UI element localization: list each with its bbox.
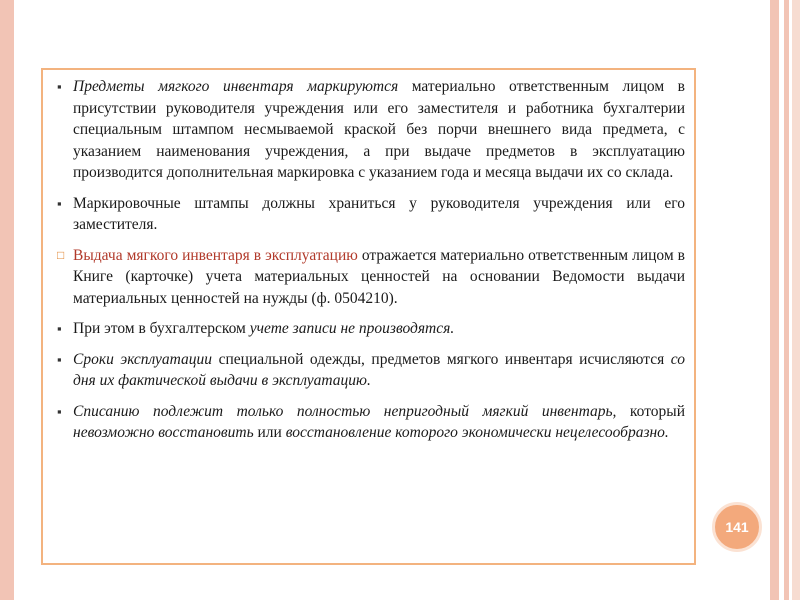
bullet-hollow-square-icon: □ (57, 247, 65, 262)
item-text: материально ответственным лицом в присутствии руководителя учреждения или его заместителя и работника бухгалтерии специальным штампом несмываемой краской без порчи внешнего вида предмета, с указанием наименования учреждения, а при выдаче предметов в эксплуатацию производится дополнительная маркировка с указанием года и месяца выдачи их со склада. (73, 78, 685, 181)
item-text-italic: восстановление которого экономически нецелесообразно. (285, 424, 669, 441)
item-text-italic: учете записи не производятся. (249, 320, 455, 337)
item-text: Маркировочные штампы должны храниться у руководителя учреждения или его заместителя. (73, 194, 685, 233)
item-text: который (616, 402, 685, 420)
right-decor-stripe-thin (784, 0, 789, 600)
bullet-item-issue (57, 245, 685, 310)
item-text-italic: Предметы мягкого инвентаря маркируются (73, 78, 399, 95)
item-text: специальной одежды, предметов мягкого инвентаря исчисляются (212, 350, 671, 368)
bullet-dot-icon: ▪ (57, 195, 62, 211)
content-box (41, 68, 696, 565)
page-number-badge: 141 (712, 502, 762, 552)
item-text-italic: Списанию подлежит только полностью непригодный мягкий инвентарь, (73, 402, 617, 420)
right-decor-stripe (770, 0, 779, 600)
bullet-dot-icon: ▪ (57, 403, 62, 419)
item-text-italic: Сроки эксплуатации (73, 350, 213, 368)
item-text: или (253, 424, 286, 441)
item-text-italic: со дня их фактической выдачи в эксплуатацию. (73, 350, 685, 389)
bullet-dot-icon: ▪ (57, 351, 62, 367)
bullet-item-writeoff (57, 401, 685, 444)
item-text: отражается материально ответственным лицом в Книге (карточке) учета материальных ценностей на основании Ведомости выдачи материальных ценностей на нужды (ф. 0504210). (73, 246, 686, 307)
item-text-highlight: Выдача мягкого инвентаря в эксплуатацию (73, 246, 358, 264)
bullet-dot-icon: ▪ (57, 321, 62, 336)
bullet-item-marking (57, 76, 685, 184)
bullet-item-stamps (57, 193, 685, 236)
right-decor-stripe-light (792, 0, 800, 600)
bullet-item-accounting (57, 318, 685, 340)
item-text-italic: невозможно восстановить (73, 424, 254, 441)
bullet-item-terms (57, 349, 685, 392)
bullet-dot-icon: ▪ (57, 79, 62, 94)
item-text: При этом в бухгалтерском (73, 320, 250, 337)
bullet-list (57, 76, 685, 453)
left-decor-stripe (0, 0, 14, 600)
